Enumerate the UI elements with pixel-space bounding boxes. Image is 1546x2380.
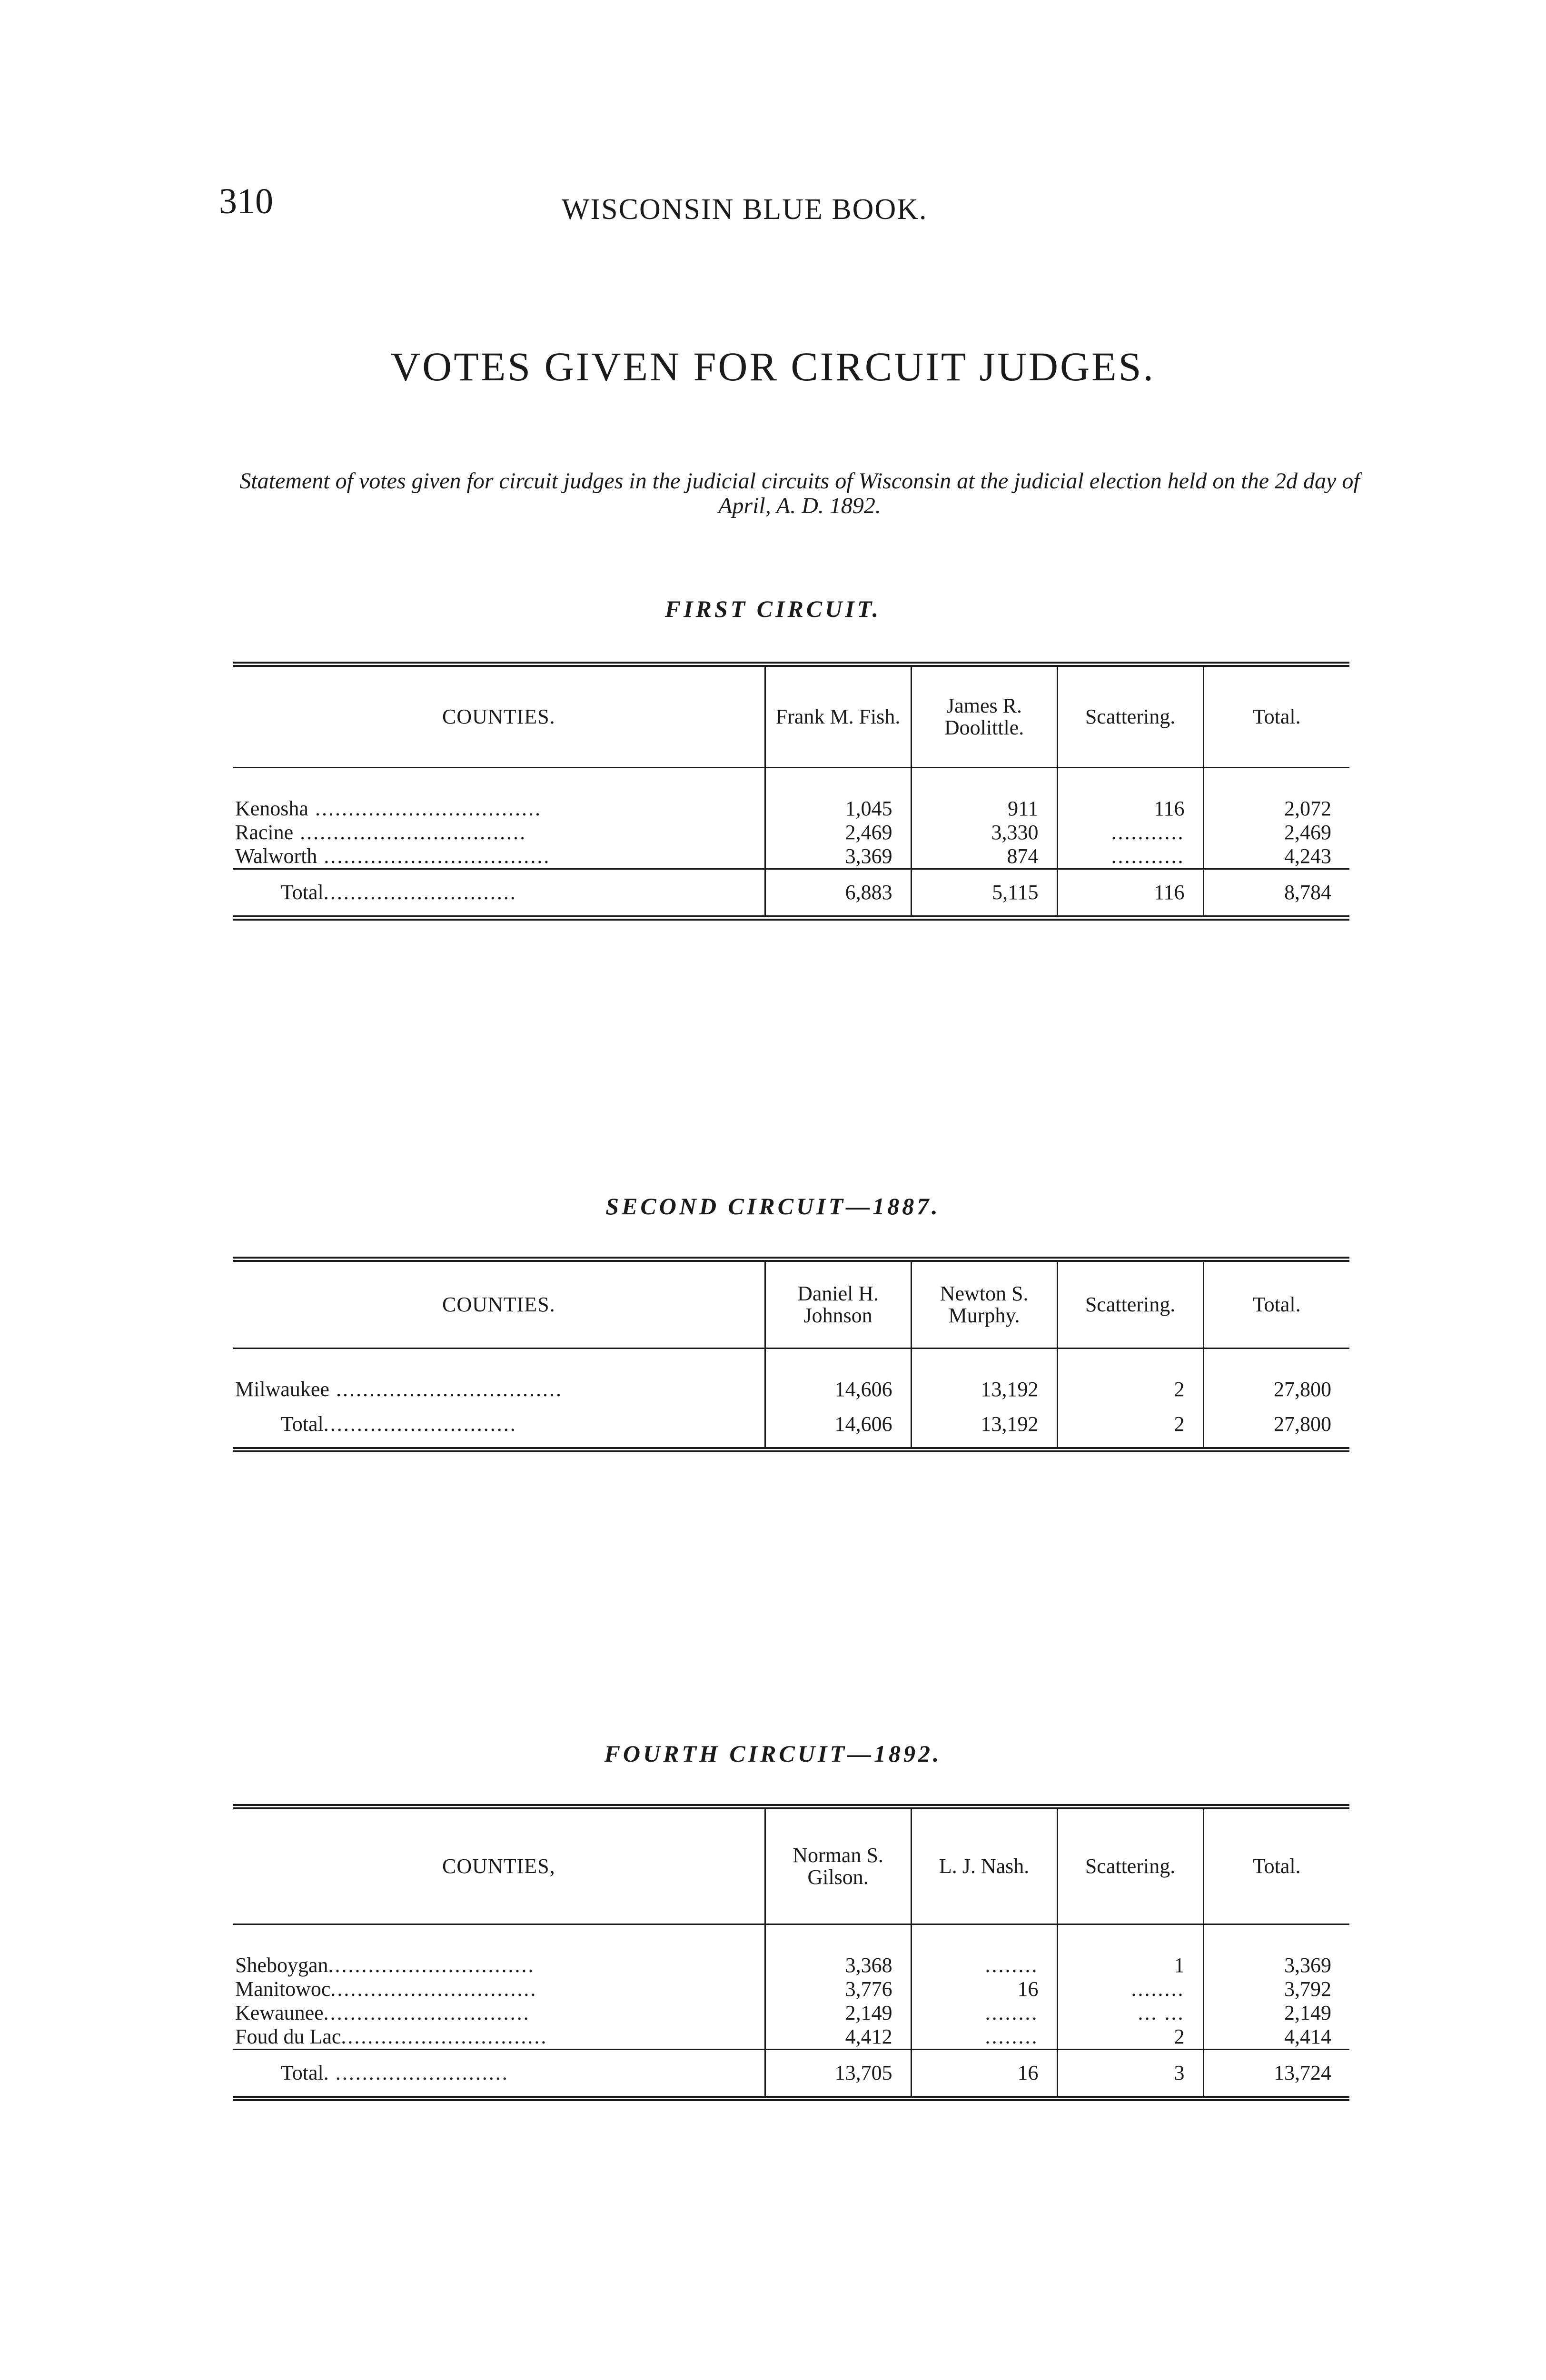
total-label: Total............................. (233, 869, 765, 918)
value-cell: 3,776 (765, 1977, 911, 2001)
header-scattering: Scattering. (1057, 1807, 1203, 1924)
value-cell: 1 (1057, 1954, 1203, 1977)
table-row (233, 2001, 1349, 2025)
header-candidate-1: Frank M. Fish. (765, 664, 911, 768)
table-header-row (233, 1259, 1349, 1349)
value-cell: 14,606 (765, 1378, 911, 1401)
value-cell: ........... (1057, 844, 1203, 869)
table-row (233, 1977, 1349, 2001)
value-cell: ........ (1057, 1977, 1203, 2001)
fourth-circuit-table (233, 1804, 1349, 2101)
value-cell: 2,149 (765, 2001, 911, 2025)
second-circuit-table (233, 1257, 1349, 1452)
table-header-row (233, 664, 1349, 768)
value-cell: 27,800 (1203, 1378, 1349, 1401)
header-candidate-1: Daniel H. Johnson (765, 1259, 911, 1349)
header-candidate-2: L. J. Nash. (911, 1807, 1057, 1924)
first-circuit-title: FIRST CIRCUIT. (664, 595, 882, 622)
value-cell: ........ (911, 1954, 1057, 1977)
value-cell: 2,149 (1203, 2001, 1349, 2025)
second-circuit-title: SECOND CIRCUIT—1887. (605, 1193, 941, 1220)
value-cell: ........ (911, 2025, 1057, 2050)
value-cell: 4,412 (765, 2025, 911, 2050)
header-counties: COUNTIES. (233, 664, 765, 768)
value-cell: 2 (1057, 2025, 1203, 2050)
header-total: Total. (1203, 664, 1349, 768)
total-cell: 3 (1057, 2050, 1203, 2099)
spacer-row (233, 1349, 1349, 1378)
spacer-row (233, 1924, 1349, 1954)
table-row (233, 844, 1349, 869)
total-cell: 6,883 (765, 869, 911, 918)
first-circuit-table (233, 662, 1349, 921)
total-row (233, 1401, 1349, 1450)
spacer-row (233, 768, 1349, 797)
total-cell: 14,606 (765, 1401, 911, 1450)
total-row (233, 869, 1349, 918)
total-cell: 13,724 (1203, 2050, 1349, 2099)
header-total: Total. (1203, 1807, 1349, 1924)
total-cell: 13,192 (911, 1401, 1057, 1450)
value-cell: 116 (1057, 797, 1203, 821)
total-cell: 5,115 (911, 869, 1057, 918)
value-cell: ........ (911, 2001, 1057, 2025)
county-cell: Manitowoc............................... (235, 1977, 537, 2001)
total-cell: 2 (1057, 1401, 1203, 1450)
value-cell: 1,045 (765, 797, 911, 821)
main-title: VOTES GIVEN FOR CIRCUIT JUDGES. (391, 344, 1155, 389)
table-row (233, 797, 1349, 821)
value-cell: 4,243 (1203, 844, 1349, 869)
county-cell: Sheboygan............................... (235, 1954, 535, 1977)
total-cell: 8,784 (1203, 869, 1349, 918)
value-cell: 3,369 (765, 844, 911, 869)
county-cell: Walworth .................................. (235, 844, 551, 868)
total-cell: 116 (1057, 869, 1203, 918)
value-cell: ........... (1057, 821, 1203, 844)
county-cell: Foud du Lac............................... (235, 2025, 548, 2048)
total-label: Total. .......................... (233, 2050, 765, 2099)
value-cell: 3,792 (1203, 1977, 1349, 2001)
header-counties: COUNTIES, (233, 1807, 765, 1924)
value-cell: 3,330 (911, 821, 1057, 844)
header-total: Total. (1203, 1259, 1349, 1349)
header-candidate-2: Newton S. Murphy. (911, 1259, 1057, 1349)
running-head: WISCONSIN BLUE BOOK. (562, 193, 928, 226)
table-row (233, 821, 1349, 844)
value-cell: 13,192 (911, 1378, 1057, 1401)
value-cell: 2,072 (1203, 797, 1349, 821)
value-cell: 2,469 (1203, 821, 1349, 844)
county-cell: Kewaunee............................... (235, 2001, 530, 2024)
total-cell: 13,705 (765, 2050, 911, 2099)
total-label: Total............................. (233, 1401, 765, 1450)
county-cell: Kenosha .................................. (235, 797, 542, 820)
county-cell: Racine .................................. (235, 821, 527, 844)
value-cell: 911 (911, 797, 1057, 821)
header-counties: COUNTIES. (233, 1259, 765, 1349)
value-cell: 4,414 (1203, 2025, 1349, 2050)
total-row (233, 2050, 1349, 2099)
header-scattering: Scattering. (1057, 664, 1203, 768)
value-cell: 3,369 (1203, 1954, 1349, 1977)
value-cell: 3,368 (765, 1954, 911, 1977)
total-cell: 27,800 (1203, 1401, 1349, 1450)
value-cell: ... ... (1057, 2001, 1203, 2025)
fourth-circuit-title: FOURTH CIRCUIT—1892. (604, 1740, 942, 1767)
table-row (233, 1954, 1349, 1977)
page-number: 310 (219, 181, 273, 221)
value-cell: 16 (911, 1977, 1057, 2001)
county-cell: Milwaukee .................................. (235, 1378, 563, 1401)
statement-text: Statement of votes given for circuit judges in the judicial circuits of Wisconsin at the judicial election held on the 2d day of April, A. D. 1892. (239, 468, 1360, 518)
value-cell: 2 (1057, 1378, 1203, 1401)
value-cell: 2,469 (765, 821, 911, 844)
header-scattering: Scattering. (1057, 1259, 1203, 1349)
header-candidate-2: James R. Doolittle. (911, 664, 1057, 768)
header-candidate-1: Norman S. Gilson. (765, 1807, 911, 1924)
table-row (233, 2025, 1349, 2050)
table-row (233, 1378, 1349, 1401)
table-header-row (233, 1807, 1349, 1924)
total-cell: 16 (911, 2050, 1057, 2099)
value-cell: 874 (911, 844, 1057, 869)
